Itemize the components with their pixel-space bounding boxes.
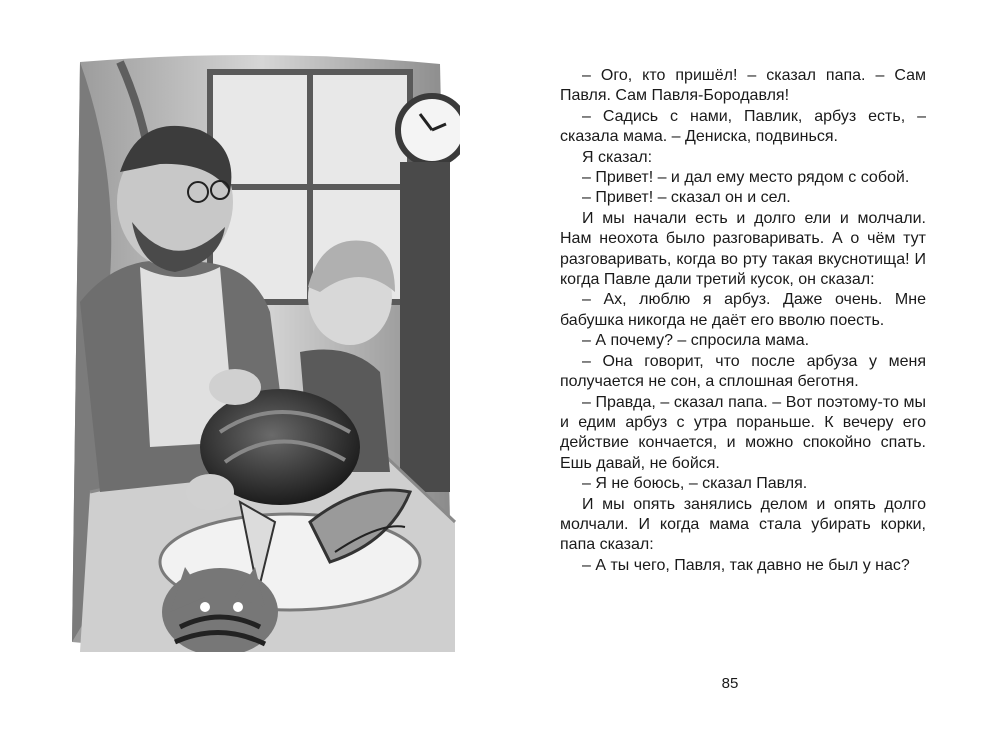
paragraph: – Ах, люблю я арбуз. Даже очень. Мне бабушка никогда не даёт его вволю поесть. (560, 291, 926, 329)
paragraph: Я сказал: (582, 148, 653, 166)
paragraph: – Садись с нами, Павлик, арбуз есть, – сказала мама. – Дениска, подвинься. (560, 107, 926, 146)
illustration-family-eating-watermelon (60, 52, 460, 652)
paragraph: И мы начали есть и долго ели и молчали. Нам неохота было разговаривать. А о чём тут разговаривать, когда во рту такая вкуснотища! И когда Павле дали третий кусок, он сказал: (560, 209, 926, 289)
paragraph: – А ты чего, Павля, так давно не был у нас? (582, 556, 910, 574)
paragraph: – Привет! – сказал он и сел. (582, 189, 791, 207)
page-number: 85 (721, 675, 739, 692)
story-text (560, 66, 926, 576)
paragraph: – Правда, – сказал папа. – Вот поэтому-то мы и едим арбуз с утра пораньше. К вечеру его действие кончается, и можно спокойно спать. Ешь давай, не бойся. (560, 393, 926, 472)
paragraph: – Привет! – и дал ему место рядом с собой. (582, 169, 910, 187)
page-number-container (0, 675, 1000, 692)
paragraph: – Она говорит, что после арбуза у меня получается не сон, а сплошная беготня. (560, 352, 926, 391)
paragraph: И мы опять занялись делом и опять долго молчали. И когда мама стала убирать корки, папа сказал: (560, 495, 926, 554)
paragraph: – Я не боюсь, – сказал Павля. (582, 475, 808, 493)
paragraph: – А почему? – спросила мама. (582, 332, 810, 350)
paragraph: – Ого, кто пришёл! – сказал папа. – Сам Павля. Сам Павля-Бородавля! (560, 67, 926, 105)
